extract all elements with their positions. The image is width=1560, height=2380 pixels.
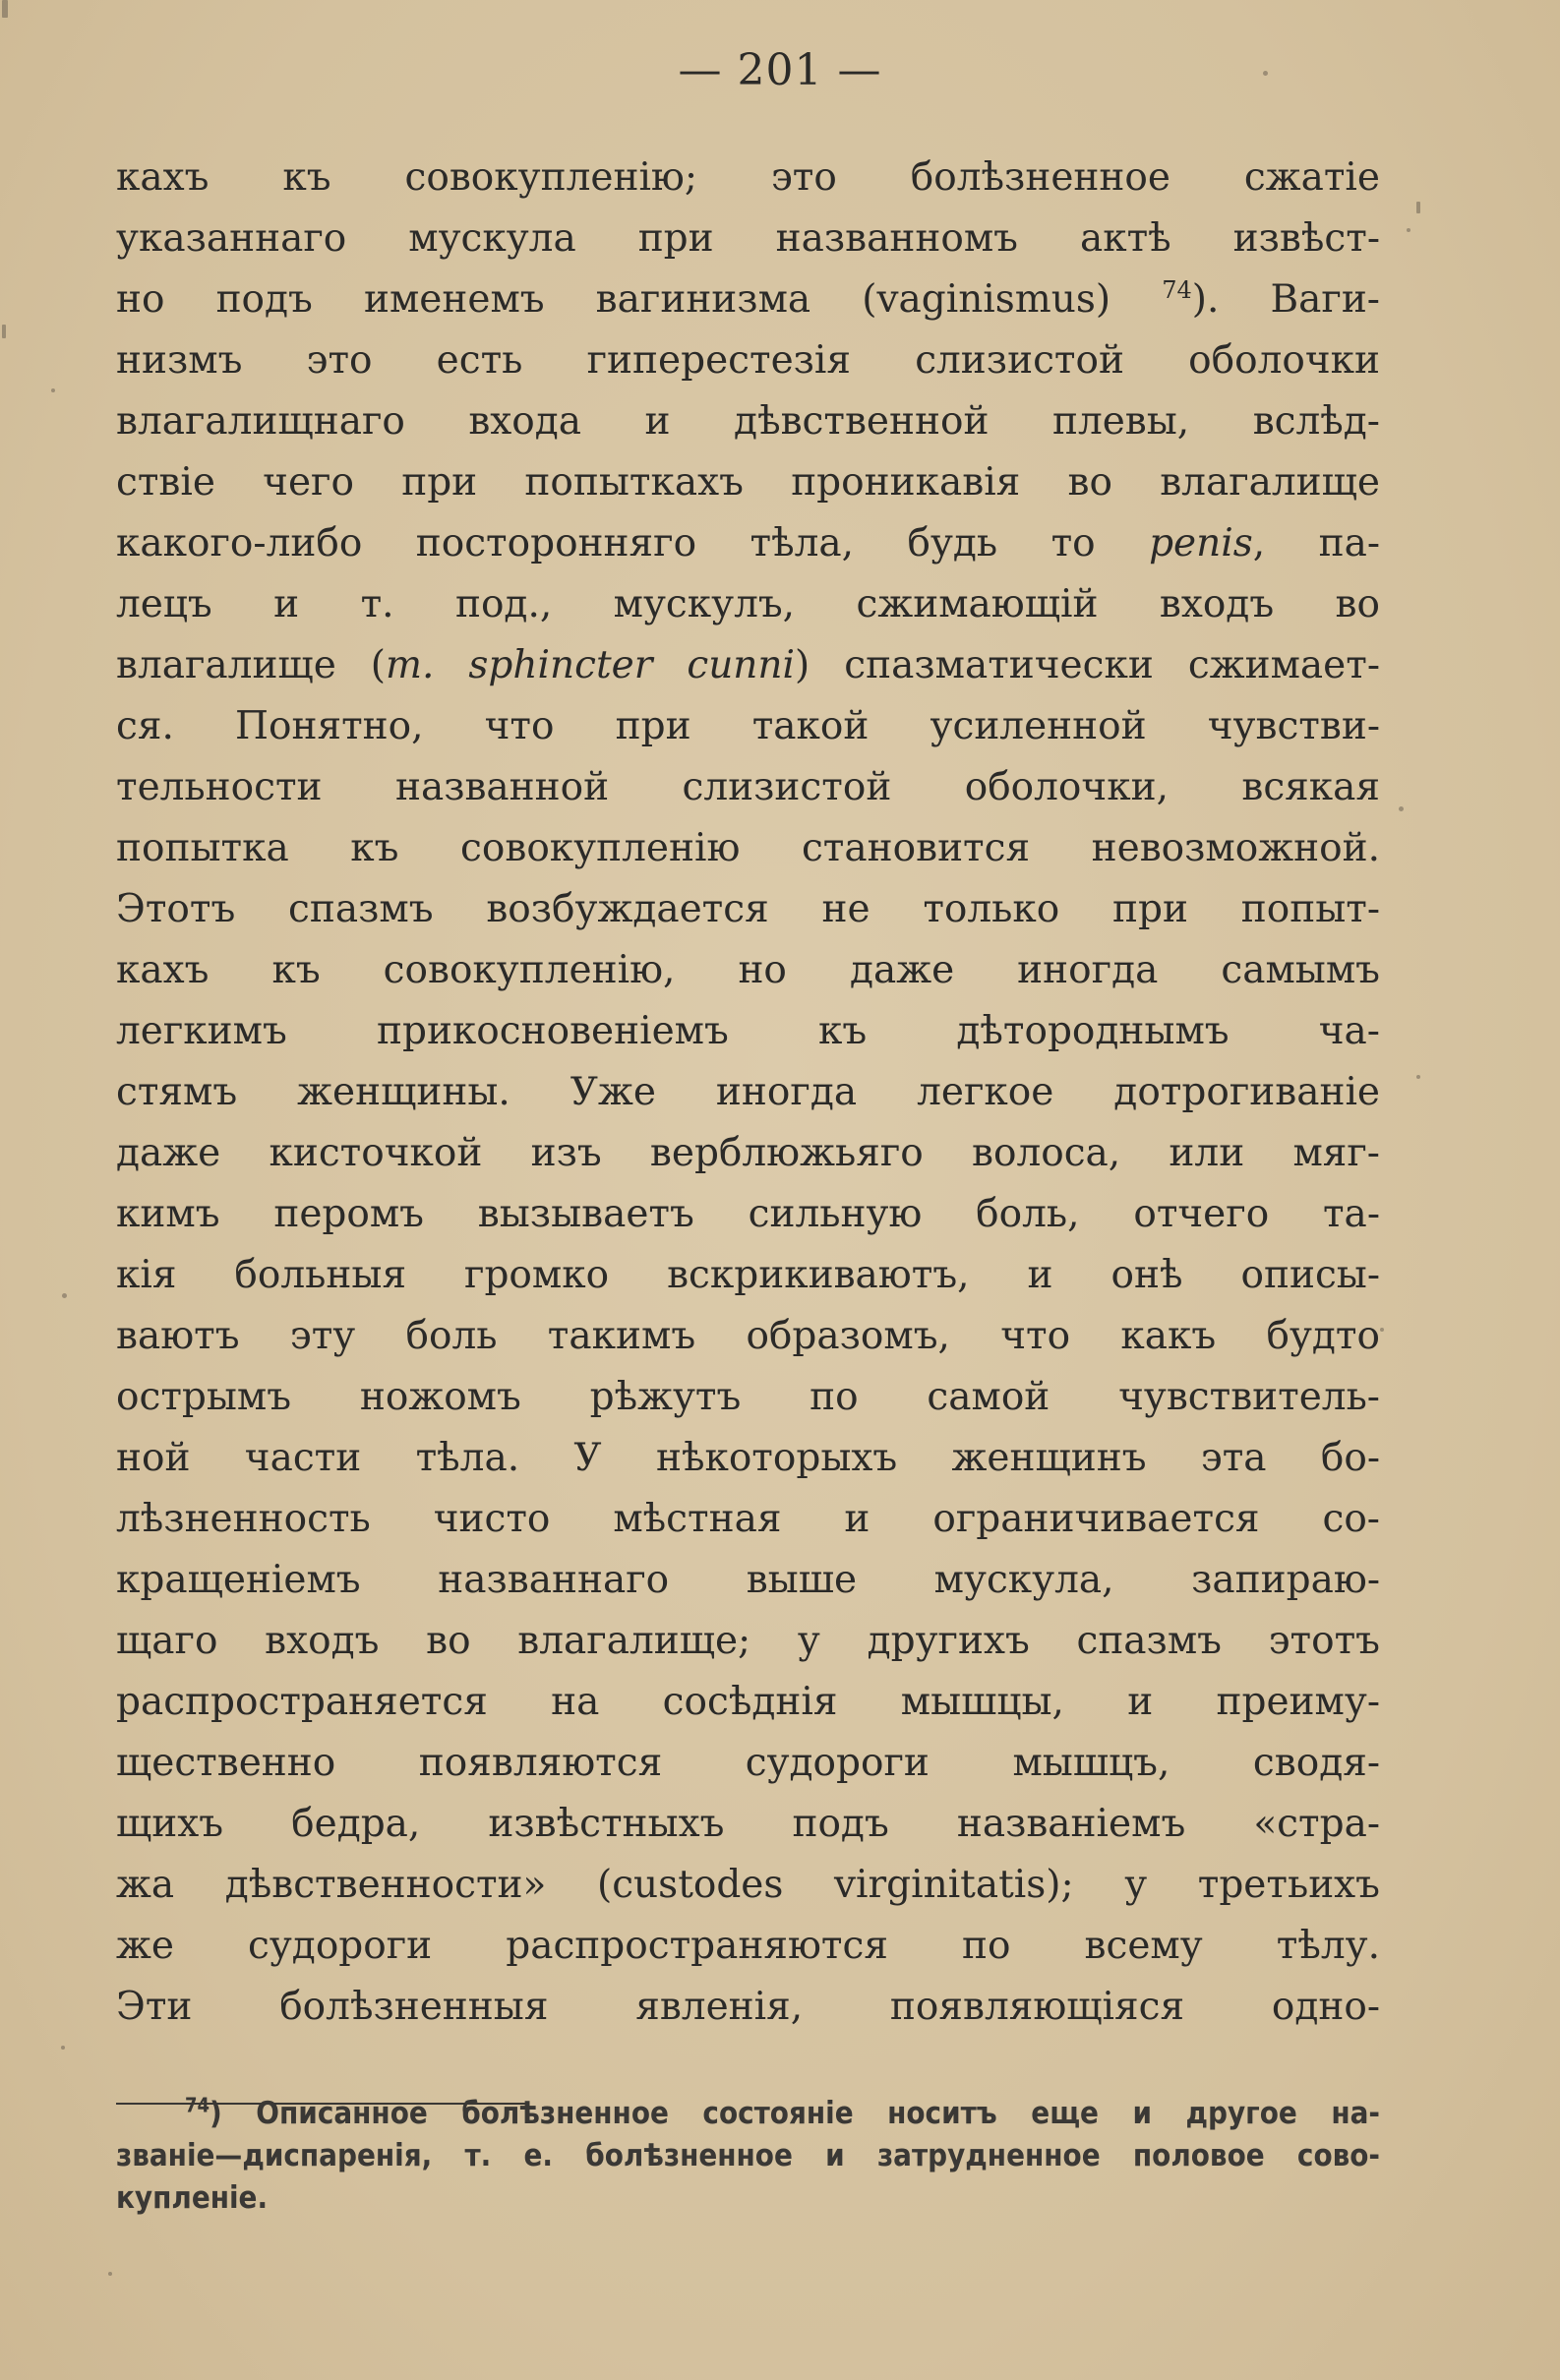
text-line: кія больныя громко вскрикиваютъ, и онѣ описы-	[116, 1253, 1380, 1297]
text-line: кахъ къ совокупленію; это болѣзненное сжатіе	[116, 155, 1380, 200]
text-line: же судороги распространяются по всему тѣлу.	[116, 1924, 1380, 1968]
footnote	[116, 2093, 1380, 2220]
text-line: Этотъ спазмъ возбуждается не только при попыт-	[116, 887, 1380, 931]
paper-speck	[61, 2046, 65, 2050]
footnote-line	[116, 2093, 1380, 2135]
paper-speck	[2, 0, 8, 18]
text-line: лѣзненность чисто мѣстная и ограничивается со-	[116, 1497, 1380, 1541]
text-line: стямъ женщины. Уже иногда легкое дотрогиваніе	[116, 1070, 1380, 1114]
text-line: распространяется на сосѣднія мышцы, и преиму-	[116, 1680, 1380, 1724]
paper-speck	[2, 325, 6, 338]
text-line: низмъ это есть гиперестезія слизистой оболочки	[116, 338, 1380, 383]
paper-speck	[1407, 228, 1410, 232]
text-line: жа дѣвственности» (custodes virginitatis); у третьихъ	[116, 1863, 1380, 1907]
text-line-end: , па-	[1252, 521, 1380, 565]
text-line-start: влагалище (	[116, 643, 387, 687]
text-line: ваютъ эту боль такимъ образомъ, что какъ будто	[116, 1314, 1380, 1358]
text-line	[116, 269, 1380, 330]
page-number: — 201 —	[678, 45, 882, 95]
main-text	[116, 148, 1380, 2038]
text-line: Эти болѣзненныя явленія, появляющіяся одно-	[116, 1985, 1380, 2029]
paper-speck	[1416, 202, 1420, 213]
paper-speck	[1263, 71, 1268, 76]
footnote-text: ) Описанное болѣзненное состояніе носитъ еще и другое на-	[210, 2096, 1380, 2131]
text-line	[116, 513, 1380, 574]
text-line-start: какого-либо посторонняго тѣла, будь то	[116, 521, 1150, 565]
text-line: ствіе чего при попыткахъ проникавія во влагалище	[116, 460, 1380, 505]
text-line: щихъ бедра, извѣстныхъ подъ названіемъ «стра-	[116, 1802, 1380, 1846]
footnote-line: купленіе.	[116, 2180, 269, 2216]
text-line-end: ) спазматически сжимает-	[795, 643, 1380, 687]
paper-speck	[1416, 1075, 1420, 1079]
paper-speck	[51, 388, 55, 392]
text-line: указаннаго мускула при названномъ актѣ извѣст-	[116, 216, 1380, 261]
text-line-end: ). Ваги-	[1191, 277, 1380, 322]
text-line: даже кисточкой изъ верблюжьяго волоса, или мяг-	[116, 1131, 1380, 1175]
text-line	[116, 635, 1380, 696]
text-line: ся. Понятно, что при такой усиленной чувстви-	[116, 704, 1380, 748]
text-line: щественно появляются судороги мышцъ, сводя-	[116, 1741, 1380, 1785]
text-line: щаго входъ во влагалище; у другихъ спазмъ этотъ	[116, 1619, 1380, 1663]
text-line: ной части тѣла. У нѣкоторыхъ женщинъ эта бо-	[116, 1436, 1380, 1480]
paper-speck	[1380, 1328, 1384, 1332]
text-line: кращеніемъ названнаго выше мускула, запираю-	[116, 1558, 1380, 1602]
text-line: лецъ и т. под., мускулъ, сжимающій входъ во	[116, 582, 1380, 626]
italic-term: m. sphincter cunni	[386, 643, 796, 687]
text-line: влагалищнаго входа и дѣвственной плевы, вслѣд-	[116, 399, 1380, 444]
paper-speck	[1399, 806, 1404, 811]
footnote-marker: 74	[185, 2093, 210, 2117]
text-line: тельности названной слизистой оболочки, всякая	[116, 765, 1380, 809]
italic-term: penis	[1149, 521, 1253, 565]
footnote-reference[interactable]: 74	[1162, 276, 1192, 304]
text-line: кимъ перомъ вызываетъ сильную боль, отчего та-	[116, 1192, 1380, 1236]
text-line: попытка къ совокупленію становится невозможной.	[116, 826, 1380, 870]
text-line: острымъ ножомъ рѣжутъ по самой чувствитель-	[116, 1375, 1380, 1419]
footnote-line: званіе—диспаренія, т. е. болѣзненное и затрудненное половое сово-	[116, 2138, 1380, 2173]
text-line: легкимъ прикосновеніемъ къ дѣтороднымъ ча-	[116, 1009, 1380, 1053]
text-line-start: но подъ именемъ вагинизма (vaginismus)	[116, 277, 1163, 322]
paper-speck	[108, 2272, 112, 2276]
text-line: кахъ къ совокупленію, но даже иногда самымъ	[116, 948, 1380, 992]
paper-speck	[62, 1293, 67, 1298]
